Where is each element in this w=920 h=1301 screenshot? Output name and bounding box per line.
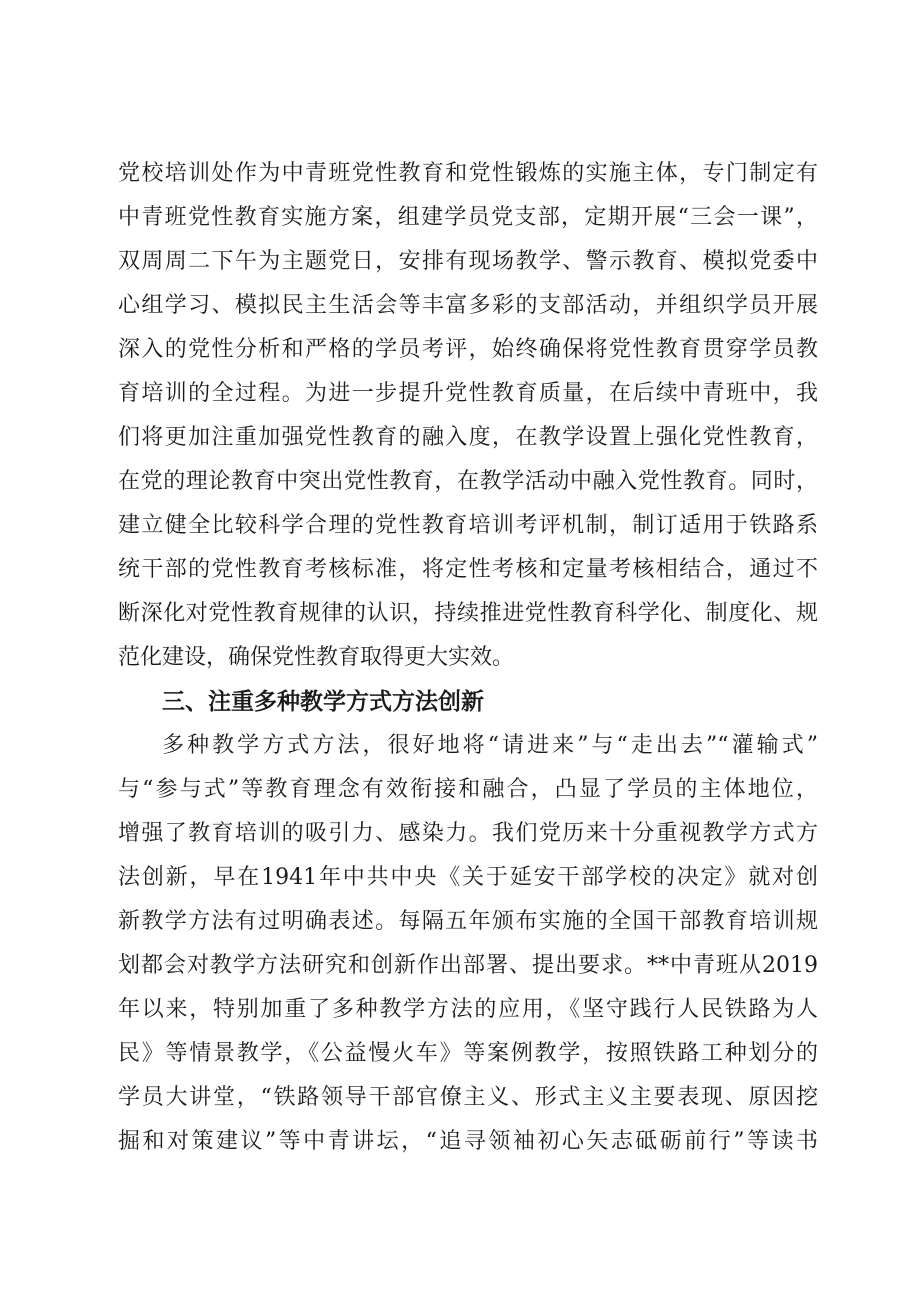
paragraph-line: 民》等情景教学，《公益慢火车》等案例教学，按照铁路工种划分的 bbox=[118, 1041, 818, 1066]
paragraph-line: 与“参与式”等教育理念有效衔接和融合，凸显了学员的主体地位， bbox=[118, 777, 818, 802]
paragraph-line: 在党的理论教育中突出党性教育，在教学活动中融入党性教育。同时， bbox=[118, 469, 818, 494]
paragraph-line: 心组学习、模拟民主生活会等丰富多彩的支部活动，并组织学员开展 bbox=[118, 293, 818, 318]
paragraph-line: 中青班党性教育实施方案，组建学员党支部，定期开展“三会一课”， bbox=[118, 205, 818, 230]
paragraph-line: 育培训的全过程。为进一步提升党性教育质量，在后续中青班中，我 bbox=[118, 381, 818, 406]
paragraph-line: 法创新，早在1941年中共中央《关于延安干部学校的决定》就对创 bbox=[118, 865, 818, 890]
paragraph-line: 新教学方法有过明确表述。每隔五年颁布实施的全国干部教育培训规 bbox=[118, 909, 818, 934]
paragraph-line: 断深化对党性教育规律的认识，持续推进党性教育科学化、制度化、规 bbox=[118, 601, 818, 626]
paragraph-line: 双周周二下午为主题党日，安排有现场教学、警示教育、模拟党委中 bbox=[118, 249, 818, 274]
paragraph-line: 建立健全比较科学合理的党性教育培训考评机制，制订适用于铁路系 bbox=[118, 513, 818, 538]
paragraph-line: 们将更加注重加强党性教育的融入度，在教学设置上强化党性教育， bbox=[118, 425, 818, 450]
paragraph-line: 年以来，特别加重了多种教学方法的应用，《坚守践行人民铁路为人 bbox=[118, 997, 818, 1022]
paragraph-line: 多种教学方式方法，很好地将“请进来”与“走出去”“灌输式” bbox=[162, 733, 818, 758]
section-heading: 三、注重多种教学方式方法创新 bbox=[162, 689, 484, 715]
paragraph-line: 划都会对教学方法研究和创新作出部署、提出要求。**中青班从2019 bbox=[118, 953, 818, 978]
paragraph-line: 党校培训处作为中青班党性教育和党性锻炼的实施主体，专门制定有 bbox=[118, 161, 818, 186]
paragraph-line: 范化建设，确保党性教育取得更大实效。 bbox=[118, 645, 515, 670]
paragraph-line: 统干部的党性教育考核标准，将定性考核和定量考核相结合，通过不 bbox=[118, 557, 818, 582]
paragraph-line: 增强了教育培训的吸引力、感染力。我们党历来十分重视教学方式方 bbox=[118, 821, 818, 846]
paragraph-line: 深入的党性分析和严格的学员考评，始终确保将党性教育贯穿学员教 bbox=[118, 337, 818, 362]
paragraph-line: 掘和对策建议”等中青讲坛，“追寻领袖初心矢志砥砺前行”等读书 bbox=[118, 1129, 818, 1154]
paragraph-line: 学员大讲堂，“铁路领导干部官僚主义、形式主义主要表现、原因挖 bbox=[118, 1085, 818, 1110]
